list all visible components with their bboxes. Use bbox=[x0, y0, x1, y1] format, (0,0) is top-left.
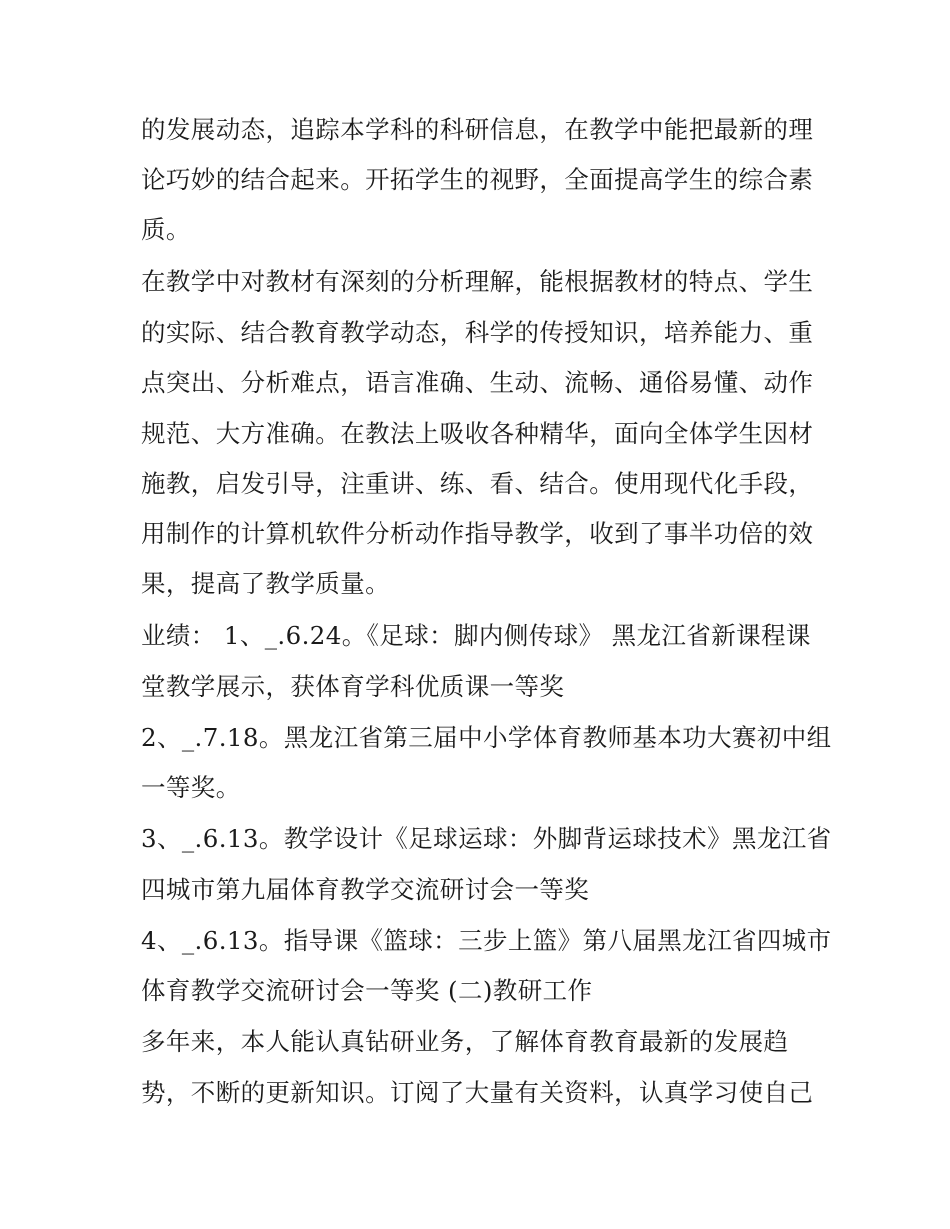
text-line: 一等奖。 bbox=[141, 773, 241, 802]
text-line: 论巧妙的结合起来。开拓学生的视野，全面提高学生的综合素 bbox=[141, 165, 814, 194]
text-line: 施教，启发引导，注重讲、练、看、结合。使用现代化手段， bbox=[141, 469, 814, 498]
text-line: 2、_.7.18。黑龙江省第三届中小学体育教师基本功大赛初中组 bbox=[141, 723, 832, 752]
text-line: 在教学中对教材有深刻的分析理解，能根据教材的特点、学生 bbox=[141, 267, 814, 296]
text-line: 质。 bbox=[141, 215, 191, 244]
text-line: 果，提高了教学质量。 bbox=[141, 569, 390, 598]
text-line: 四城市第九届体育教学交流研讨会一等奖 bbox=[141, 875, 590, 904]
text-line: 点突出、分析难点，语言准确、生动、流畅、通俗易懂、动作 bbox=[141, 368, 814, 397]
text-line: 的实际、结合教育教学动态，科学的传授知识，培养能力、重 bbox=[141, 318, 814, 347]
text-line: 势，不断的更新知识。订阅了大量有关资料，认真学习使自己 bbox=[141, 1078, 814, 1107]
text-line: 多年来，本人能认真钻研业务，了解体育教育最新的发展趋 bbox=[141, 1027, 789, 1056]
text-line: 业绩： 1、_.6.24。《足球：脚内侧传球》 黑龙江省新课程课 bbox=[141, 621, 811, 650]
text-line: 用制作的计算机软件分析动作指导教学，收到了事半功倍的效 bbox=[141, 519, 814, 548]
text-line: 的发展动态，追踪本学科的科研信息，在教学中能把最新的理 bbox=[141, 115, 814, 144]
text-line: 堂教学展示，获体育学科优质课一等奖 bbox=[141, 672, 565, 701]
text-line: 4、_.6.13。指导课《篮球：三步上篮》第八届黑龙江省四城市 bbox=[141, 926, 832, 955]
text-line: 体育教学交流研讨会一等奖 (二)教研工作 bbox=[141, 976, 593, 1005]
text-line: 3、_.6.13。教学设计《足球运球：外脚背运球技术》黑龙江省 bbox=[141, 824, 832, 853]
text-line: 规范、大方准确。在教法上吸收各种精华，面向全体学生因材 bbox=[141, 419, 814, 448]
